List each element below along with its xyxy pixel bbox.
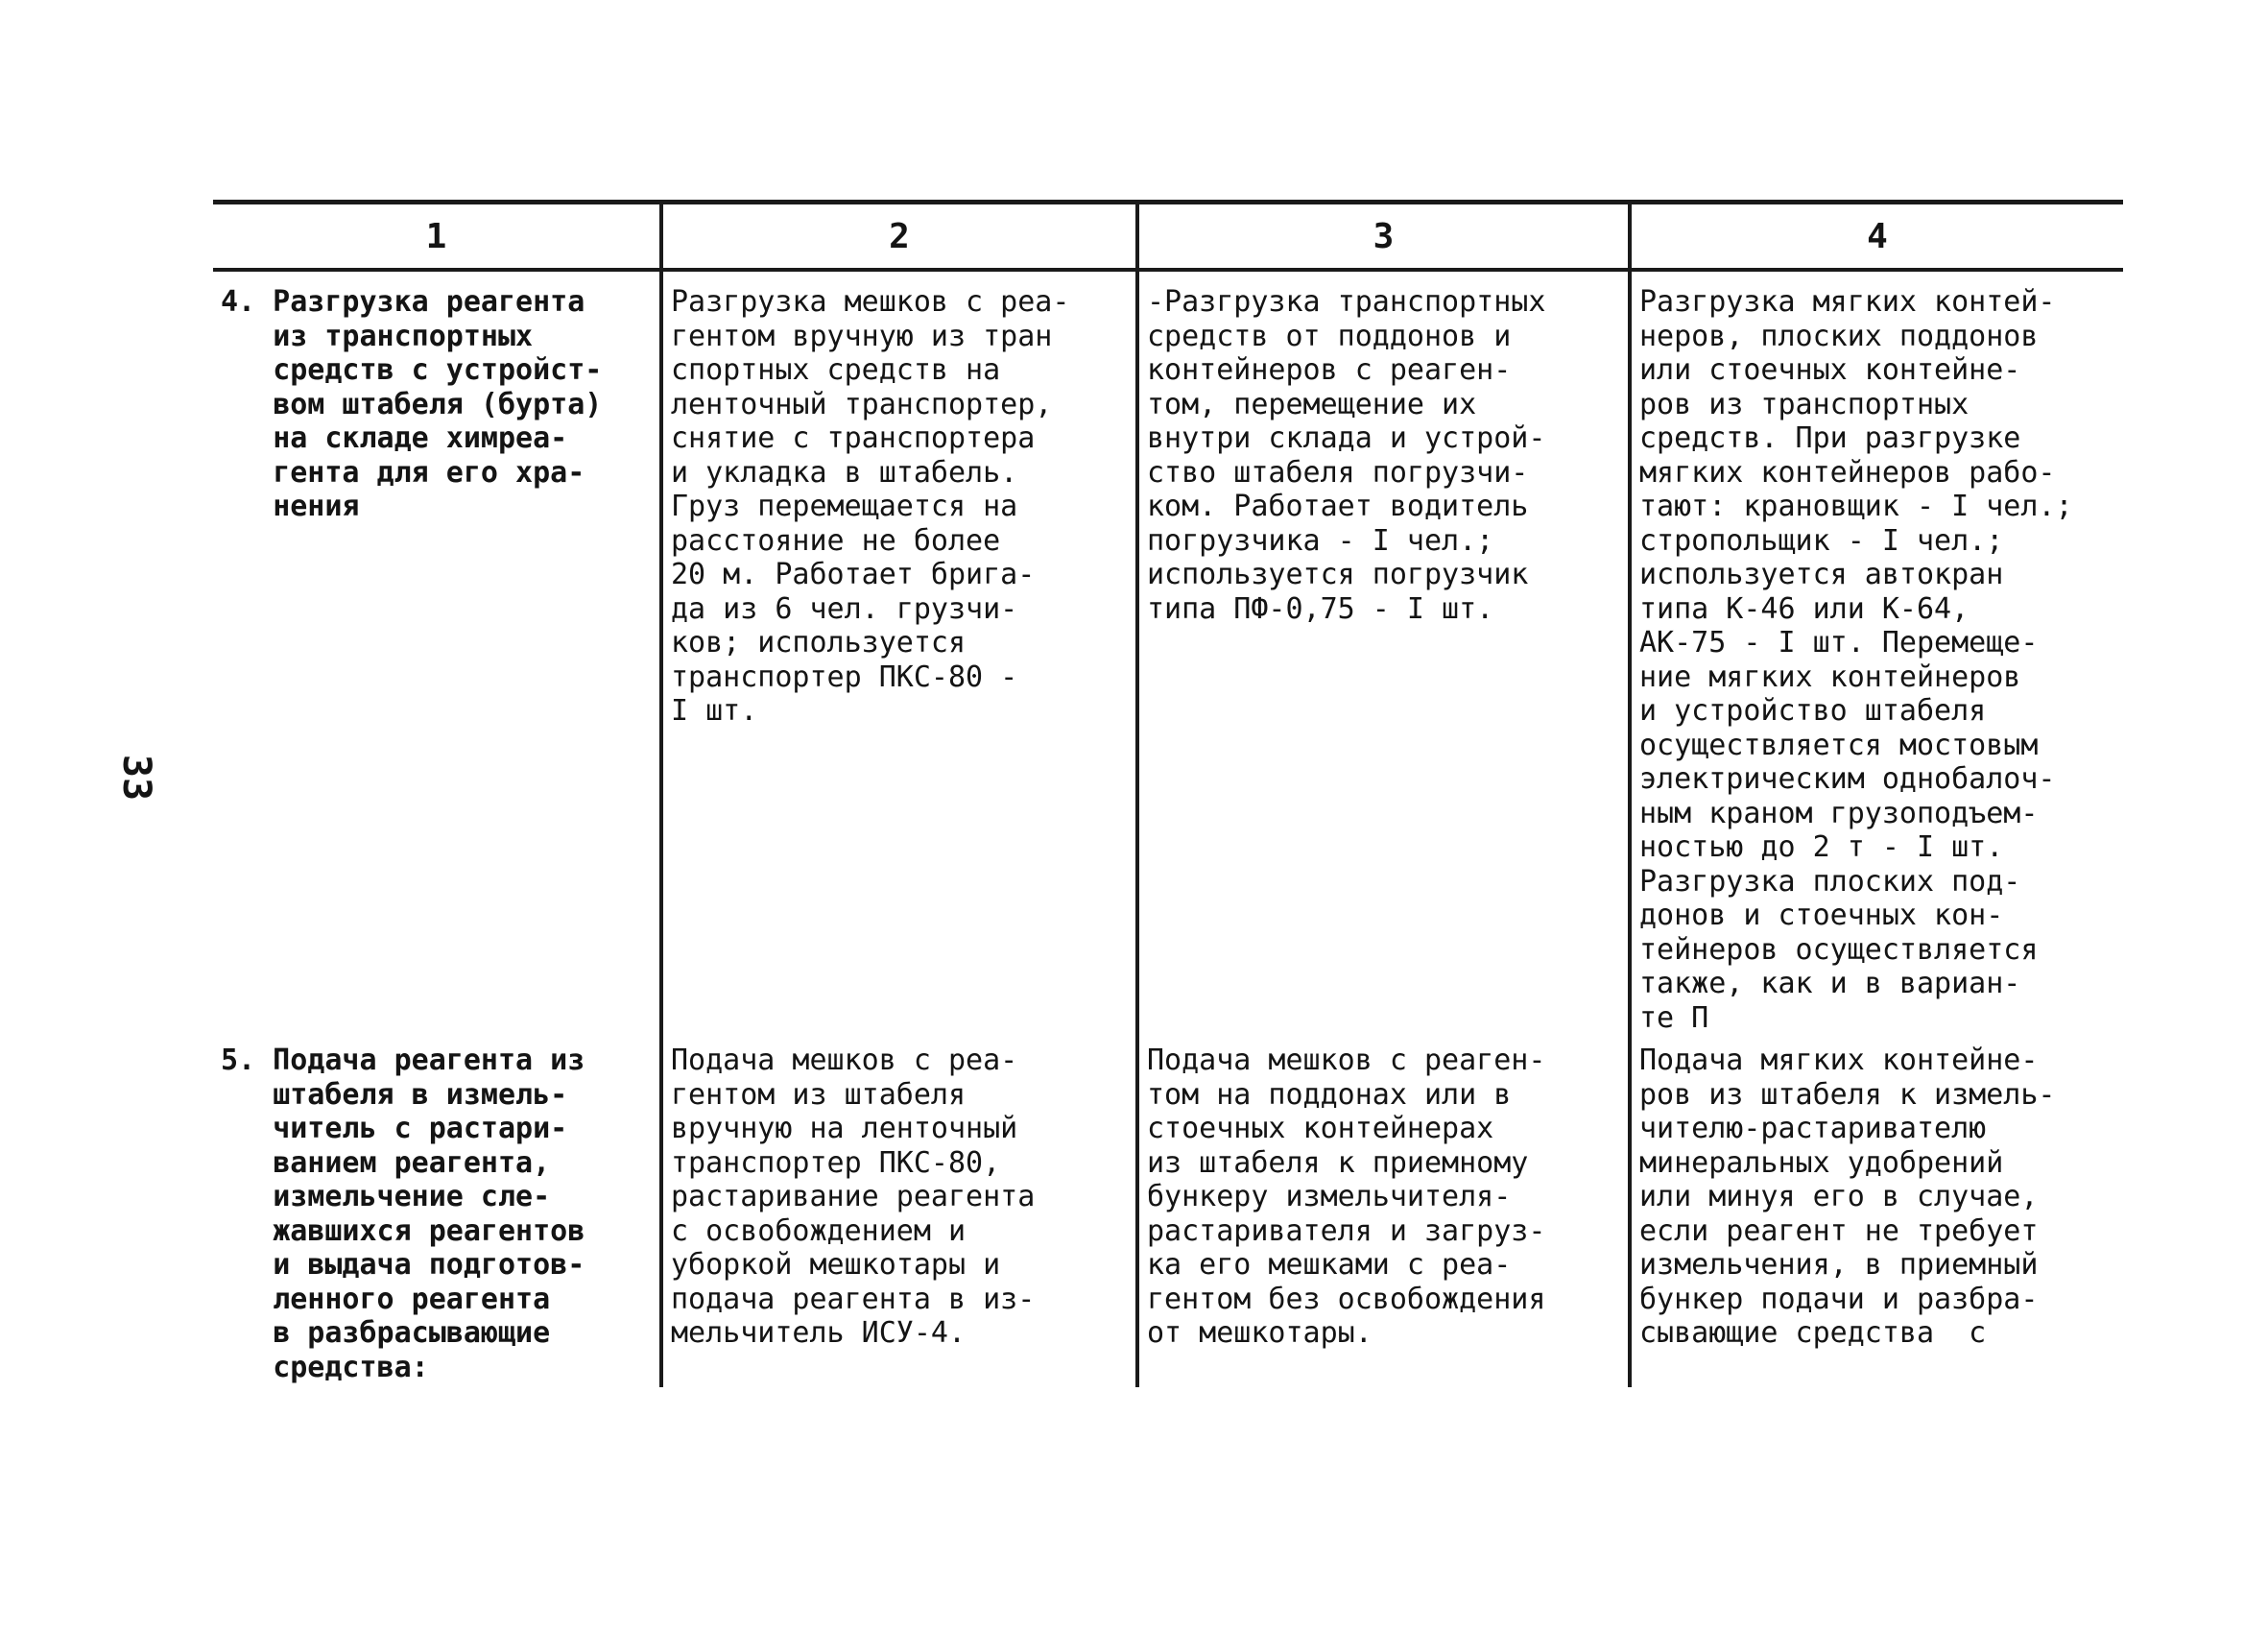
column-header-3: 3	[1137, 203, 1630, 271]
page-number: 33	[114, 754, 158, 802]
variant-3-cell: Разгрузка мягких контей- неров, плоских поддонов или стоечных контейне- ров из транспортных средств. При разгрузке мягких контейнеров рабо- тают: крановщик - I чел.; стропольщик - I чел.; используется автокран типа К-46 или К-64, АК-75 - I шт. Перемеще- ние мягких контейнеров и устройство штабеля осуществляется мостовым электрическим однобалоч- ным краном грузоподъем- ностью до 2 т - I шт. Разгрузка плоских под- донов и стоечных кон- тейнеров осуществляется также, как и в вариан- те П	[1630, 270, 2123, 1044]
column-header-4: 4	[1630, 203, 2123, 271]
table-header-row	[213, 203, 2123, 271]
variant-2-cell: -Разгрузка транспортных средств от поддонов и контейнеров с реаген- том, перемещение их внутри склада и устрой- ство штабеля погрузчи- ком. Работает водитель погрузчика - I чел.; используется погрузчик типа ПФ-0,75 - I шт.	[1137, 270, 1630, 1044]
table-row	[213, 270, 2123, 1044]
variant-1-cell: Разгрузка мешков с реа- гентом вручную из тран спортных средств на ленточный транспортер, снятие с транспортера и укладка в штабель. Груз перемещается на расстояние не более 20 м. Работает брига- да из 6 чел. грузчи- ков; используется транспортер ПКС-80 - I шт.	[661, 270, 1137, 1044]
column-header-2: 2	[661, 203, 1137, 271]
variant-2-cell: Подача мешков с реаген- том на поддонах или в стоечных контейнерах из штабеля к приемному бункеру измельчителя- растаривателя и загруз- ка его мешками с реа- гентом без освобождения от мешкотары.	[1137, 1044, 1630, 1387]
variant-1-cell: Подача мешков с реа- гентом из штабеля вручную на ленточный транспортер ПКС-80, растаривание реагента с освобождением и уборкой мешкотары и подача реагента в из- мельчитель ИСУ-4.	[661, 1044, 1137, 1387]
document-table-container	[213, 200, 2123, 1387]
operation-cell: 5. Подача реагента из штабеля в измель- читель с растари- ванием реагента, измельчение сле- жавшихся реагентов и выдача подготов- ленного реагента в разбрасывающие средства:	[221, 1044, 585, 1384]
column-header-1: 1	[213, 203, 661, 271]
variant-3-cell: Подача мягких контейне- ров из штабеля к измель- чителю-растаривателю минеральных удобрений или минуя его в случае, если реагент не требует измельчения, в приемный бункер подачи и разбра- сывающие средства с	[1630, 1044, 2123, 1387]
document-table	[213, 200, 2123, 1387]
table-row	[213, 1044, 2123, 1387]
operation-cell: 4. Разгрузка реагента из транспортных средств с устройст- вом штабеля (бурта) на складе химреа- гента для его хра- нения	[221, 285, 603, 523]
